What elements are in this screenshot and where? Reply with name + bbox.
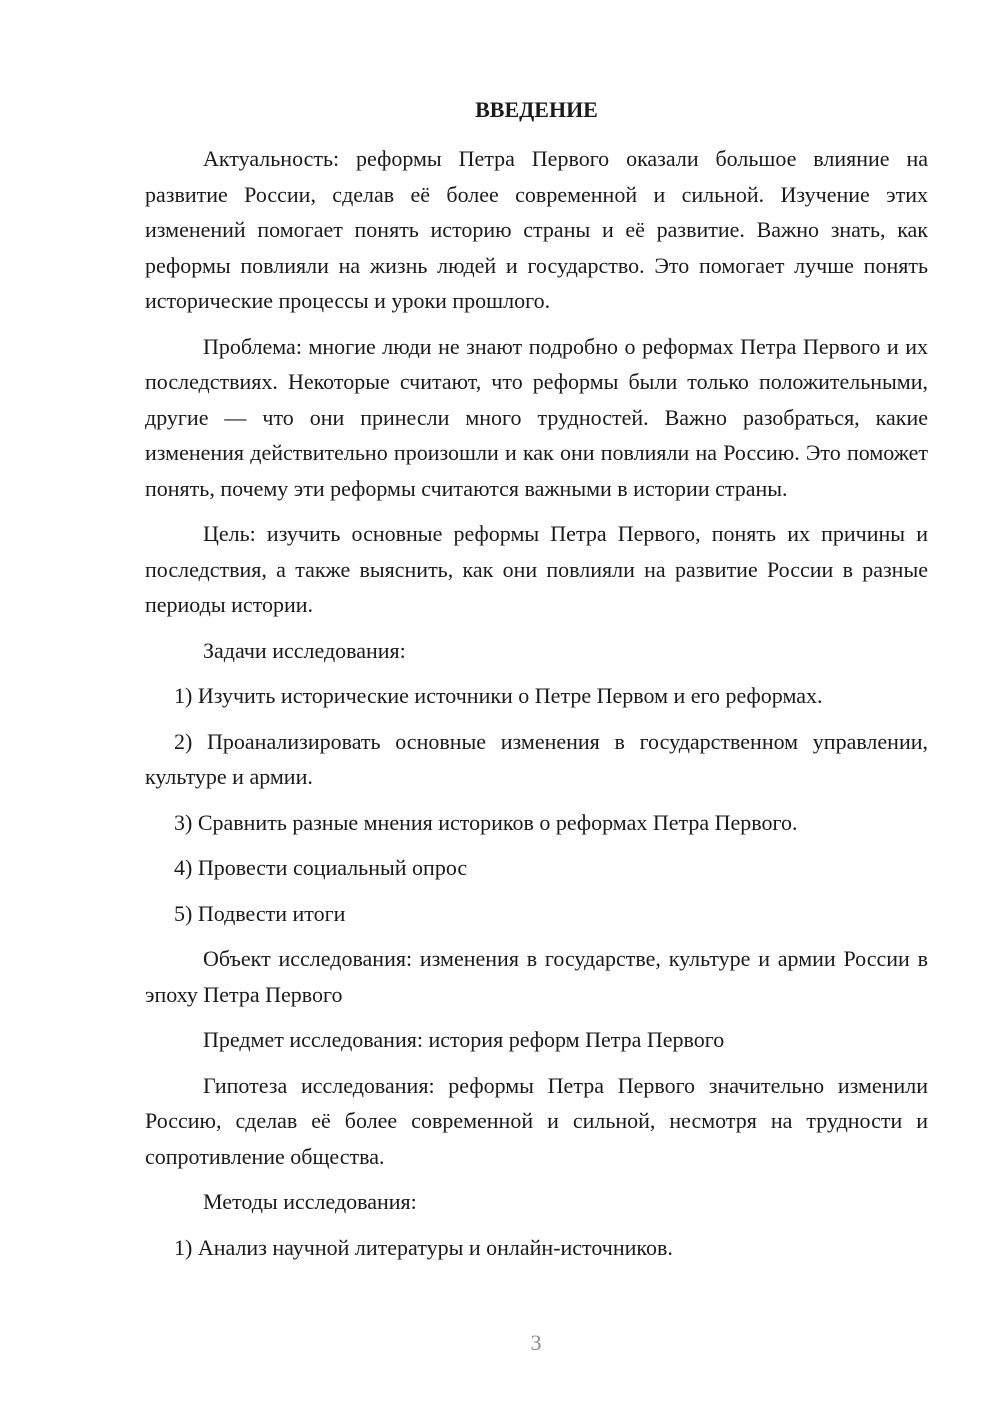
document-page: [145, 92, 928, 1275]
object-paragraph: Объект исследования: изменения в государстве, культуре и армии России в эпоху Петра Первого: [145, 946, 928, 1007]
section-title: ВВЕДЕНИЕ: [475, 97, 598, 122]
page-number: 3: [530, 1330, 542, 1355]
tasks-heading: Задачи исследования:: [203, 637, 406, 663]
task-item-1: 1) Изучить исторические источники о Петре Первом и его реформах.: [174, 683, 823, 708]
relevance-paragraph: Актуальность: реформы Петра Первого оказали большое влияние на развитие России, сделав её более современной и сильной. Изучение этих изменений помогает понять историю страны и её развитие. Важно знать, как реформы повлияли на жизнь людей и государство. Это помогает лучше понять исторические процессы и уроки прошлого.: [145, 146, 928, 313]
task-item-5: 5) Подвести итоги: [174, 900, 346, 926]
goal-paragraph: Цель: изучить основные реформы Петра Первого, понять их причины и последствия, а также выяснить, как они повлияли на развитие России в разные периоды истории.: [145, 521, 928, 617]
task-item-3: 3) Сравнить разные мнения историков о реформах Петра Первого.: [174, 809, 798, 835]
task-item-2: 2) Проанализировать основные изменения в государственном управлении, культуре и армии.: [145, 728, 928, 789]
problem-paragraph: Проблема: многие люди не знают подробно о реформах Петра Первого и их последствиях. Некоторые считают, что реформы были только положительными, другие — что они принесли много трудностей. Важно разобраться, какие изменения действительно произошли и как они повлияли на Россию. Это поможет понять, почему эти реформы считаются важными в истории страны.: [145, 333, 928, 501]
hypothesis-paragraph: Гипотеза исследования: реформы Петра Первого значительно изменили Россию, сделав её более современной и сильной, несмотря на трудности и сопротивление общества.: [145, 1072, 928, 1169]
method-item-1: 1) Анализ научной литературы и онлайн-источников.: [174, 1234, 673, 1260]
task-item-4: 4) Провести социальный опрос: [174, 855, 468, 880]
subject-paragraph: Предмет исследования: история реформ Петра Первого: [203, 1027, 725, 1052]
methods-heading: Методы исследования:: [203, 1189, 417, 1214]
